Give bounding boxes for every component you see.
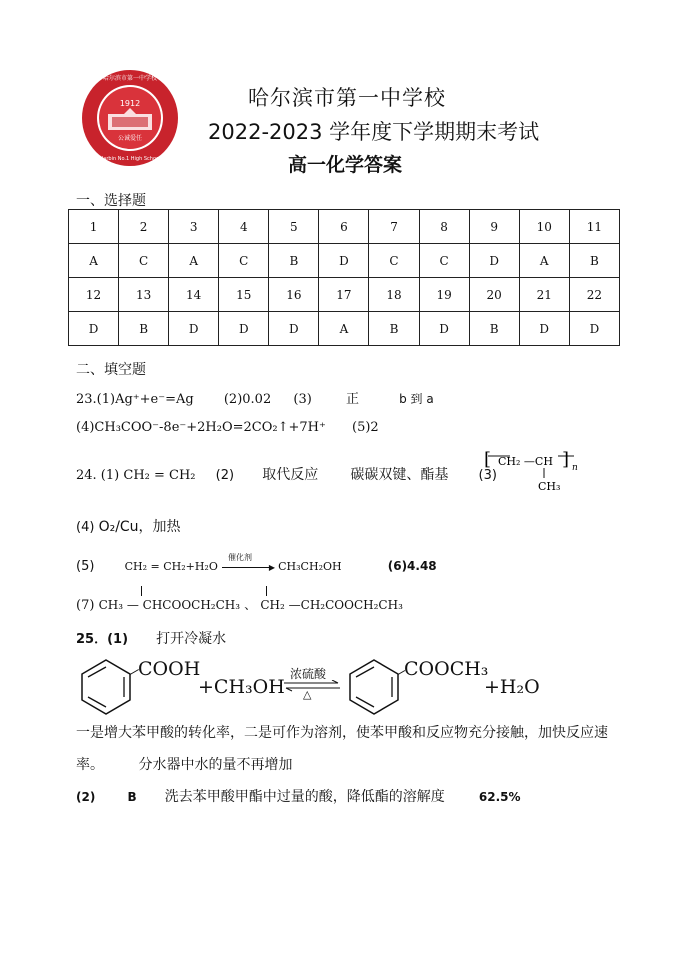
benzoic-cooh: COOH xyxy=(138,658,201,680)
table-cell: C xyxy=(419,244,469,278)
logo-year: 1912 xyxy=(119,99,141,108)
q24-eq1: CH₂ = CH₂ xyxy=(123,468,196,483)
table-cell: D xyxy=(269,312,319,346)
table-cell: B xyxy=(469,312,519,346)
q24-p2: (2) xyxy=(215,468,235,483)
q24-ans7a: CH₃ — CHCOOCH₂CH₃ xyxy=(98,598,241,612)
table-cell: D xyxy=(419,312,469,346)
table-row xyxy=(69,312,620,346)
table-cell: 1 xyxy=(69,210,119,244)
table-cell: A xyxy=(319,312,369,346)
q24-line7 xyxy=(76,596,403,613)
table-cell: B xyxy=(569,244,619,278)
table-cell: C xyxy=(369,244,419,278)
ester-group: COOCH₃ xyxy=(404,658,489,680)
table-cell: 9 xyxy=(469,210,519,244)
table-cell: 22 xyxy=(569,278,619,312)
logo-name: 哈尔滨市第一中学校 xyxy=(102,75,158,82)
table-cell: B xyxy=(119,312,169,346)
benzene-ring-icon xyxy=(76,656,136,716)
table-row xyxy=(69,278,620,312)
table-cell: D xyxy=(469,244,519,278)
q25-explanation-2 xyxy=(76,754,292,774)
table-cell: 4 xyxy=(219,210,269,244)
q24-ans2a: 取代反应 xyxy=(262,467,319,483)
section2-title: 二、填空题 xyxy=(76,362,146,378)
q23-label: 23.(1) xyxy=(76,392,116,407)
q25-explanation-1: 一是增大苯甲酸的转化率，二是可作为溶剂，使苯甲酸和反应物充分接触，加快反应速 xyxy=(76,725,608,741)
table-cell: 8 xyxy=(419,210,469,244)
table-cell: A xyxy=(169,244,219,278)
equilibrium-arrow-icon xyxy=(282,680,342,692)
heat-symbol: △ xyxy=(303,688,312,701)
table-cell: 5 xyxy=(269,210,319,244)
table-row xyxy=(69,244,620,278)
table-cell: 21 xyxy=(519,278,569,312)
table-row xyxy=(69,210,620,244)
q24-line5 xyxy=(76,553,437,574)
exam-title: 2022-2023 学年度下学期期末考试 xyxy=(208,120,540,144)
table-cell: B xyxy=(369,312,419,346)
table-cell: C xyxy=(219,244,269,278)
q24-ans2b: 碳碳双键、酯基 xyxy=(350,467,449,483)
table-cell: C xyxy=(119,244,169,278)
q23-p5: (5)2 xyxy=(352,420,379,435)
table-cell: D xyxy=(569,312,619,346)
logo-english: Harbin No.1 High School xyxy=(99,156,161,162)
water: +H₂O xyxy=(484,676,540,698)
table-cell: 20 xyxy=(469,278,519,312)
table-cell: 15 xyxy=(219,278,269,312)
q24-p3: (3) xyxy=(478,468,497,483)
table-cell: 3 xyxy=(169,210,219,244)
svg-text:CH₂ —CH: CH₂ —CH xyxy=(498,455,553,468)
table-cell: B xyxy=(269,244,319,278)
q25-line1 xyxy=(76,628,226,648)
answer-table xyxy=(68,209,620,346)
q23-line1 xyxy=(76,388,434,407)
table-cell: D xyxy=(519,312,569,346)
q23-ans3b: b 到 a xyxy=(399,392,434,406)
table-cell: 7 xyxy=(369,210,419,244)
polyethylene-structure xyxy=(482,446,582,496)
q23-p4: (4)CH₃COO⁻-8e⁻+2H₂O=2CO₂↑+7H⁺ xyxy=(76,420,326,435)
table-cell: D xyxy=(219,312,269,346)
q24-ans4: O₂/Cu，加热 xyxy=(98,519,181,535)
svg-text:CH₃: CH₃ xyxy=(538,480,561,493)
q23-p2: (2)0.02 xyxy=(223,392,272,407)
q24-eq5-cond: 催化剂 xyxy=(228,553,252,562)
table-cell: 17 xyxy=(319,278,369,312)
q25-ans2c: 62.5% xyxy=(478,790,521,804)
school-name: 哈尔滨市第一中学校 xyxy=(248,86,446,110)
q25-line2 xyxy=(76,786,521,806)
svg-text:n: n xyxy=(572,463,578,473)
table-cell: 18 xyxy=(369,278,419,312)
table-cell: 14 xyxy=(169,278,219,312)
table-cell: D xyxy=(319,244,369,278)
table-cell: 2 xyxy=(119,210,169,244)
section1-title: 一、选择题 xyxy=(76,193,146,209)
q24-ans7b: CH₂ —CH₂COOCH₂CH₃ xyxy=(260,598,403,612)
table-cell: 16 xyxy=(269,278,319,312)
table-cell: D xyxy=(69,312,119,346)
q24-line4 xyxy=(76,516,181,536)
table-cell: 19 xyxy=(419,278,469,312)
q25-line2b: 分水器中水的量不再增加 xyxy=(138,757,293,773)
bond-line xyxy=(141,586,142,596)
q24-p4: (4) xyxy=(76,520,95,535)
q24-p7: (7) xyxy=(76,598,95,613)
q24-p5: (5) xyxy=(76,559,95,574)
bond-line xyxy=(266,586,267,596)
table-cell: D xyxy=(169,312,219,346)
q25-line2a: 率。 xyxy=(76,757,104,773)
svg-text:]: ] xyxy=(562,449,570,470)
q25-p2: (2) xyxy=(76,790,96,804)
table-cell: 6 xyxy=(319,210,369,244)
subject-title: 高一化学答案 xyxy=(288,154,403,176)
table-cell: 10 xyxy=(519,210,569,244)
table-cell: 11 xyxy=(569,210,619,244)
q24-eq5-prod: CH₃CH₂OH xyxy=(278,560,342,573)
table-cell: 12 xyxy=(69,278,119,312)
table-cell: A xyxy=(69,244,119,278)
q23-p3: (3) xyxy=(293,392,312,407)
q23-eq1: Ag⁺+e⁻=Ag xyxy=(115,392,194,407)
q25-ans2a: B xyxy=(127,790,137,804)
school-logo xyxy=(80,68,180,168)
acid-catalyst: 浓硫酸 xyxy=(290,667,327,681)
benzene-ring-icon xyxy=(344,656,404,716)
svg-text:[: [ xyxy=(484,449,492,470)
reaction-arrow: 催化剂 ▶ xyxy=(222,560,274,573)
q24-eq5: CH₂ = CH₂+H₂O xyxy=(124,560,218,573)
methanol: +CH₃OH xyxy=(198,676,285,698)
table-cell: A xyxy=(519,244,569,278)
q24-line1 xyxy=(76,464,497,484)
q25-ans2b: 洗去苯甲酸甲酯中过量的酸，降低酯的溶解度 xyxy=(164,789,445,805)
logo-motto: 公诚爱任 xyxy=(117,135,143,142)
q24-sep: 、 xyxy=(244,598,257,612)
q23-line2 xyxy=(76,420,379,435)
q25-ans1: 打开冷凝水 xyxy=(156,631,227,647)
q25-label: 25．(1) xyxy=(76,632,129,647)
table-cell: 13 xyxy=(119,278,169,312)
q24-p6: (6)4.48 xyxy=(387,559,437,573)
q23-ans3a: 正 xyxy=(345,392,359,407)
q24-label: 24. (1) xyxy=(76,468,120,483)
